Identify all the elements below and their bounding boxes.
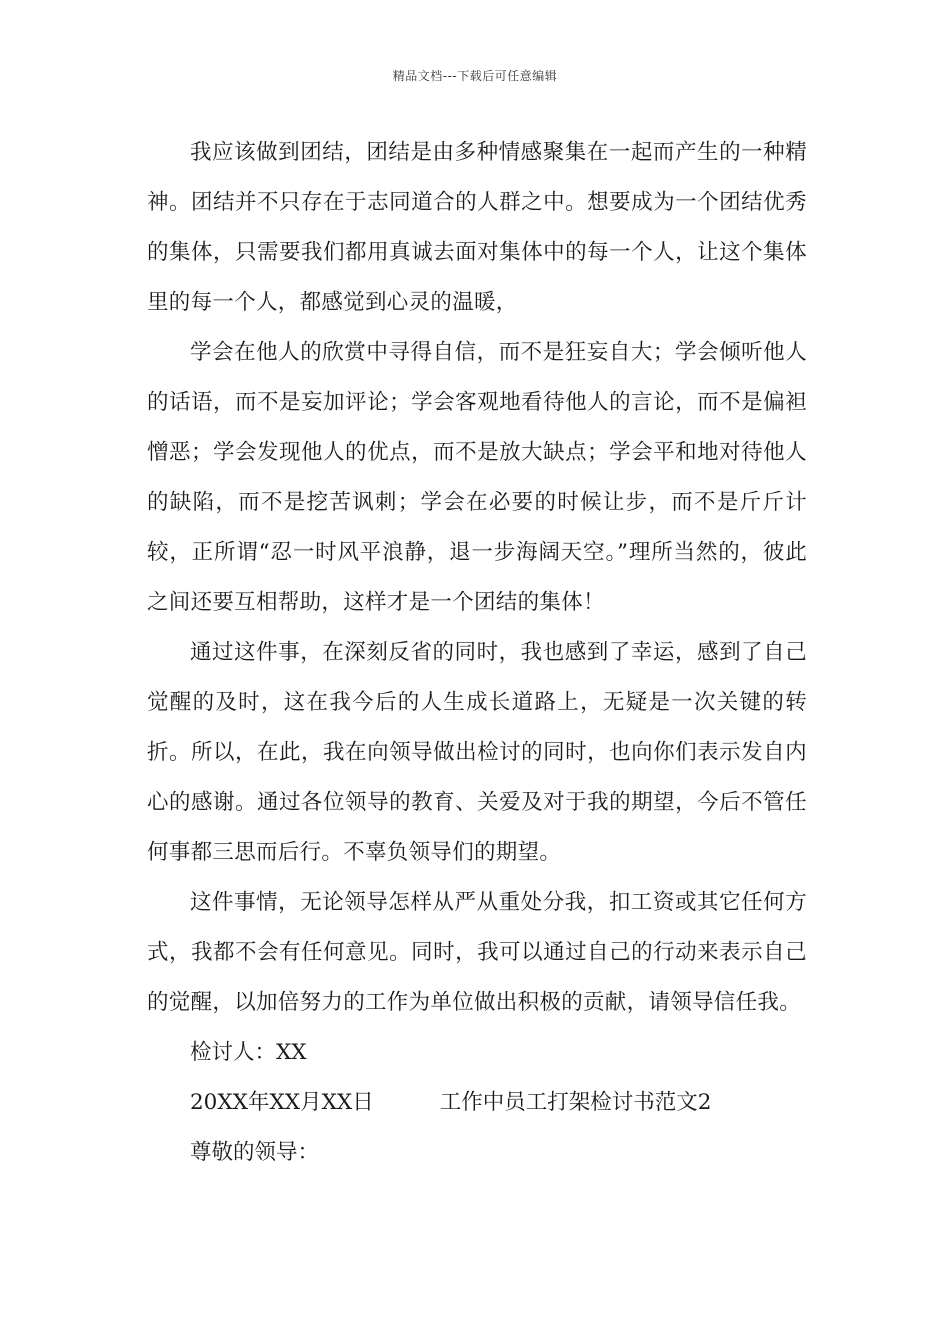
salutation-line: 尊敬的领导： bbox=[190, 1140, 320, 1165]
paragraph-unity: 我应该做到团结，团结是由多种情感聚集在一起而产生的一种精神。团结并不只存在于志同道合的人群之中。想要成为一个团结优秀的集体，只需要我们都用真诚去面对集体中的每一个人，让这个集体里的每一个人，都感觉到心灵的温暖， bbox=[147, 140, 807, 315]
paragraph-reflection: 通过这件事，在深刻反省的同时，我也感到了幸运，感到了自己觉醒的及时，这在我今后的人生成长道路上，无疑是一次关键的转折。所以，在此，我在向领导做出检讨的同时，也向你们表示发自内心的感谢。通过各位领导的教育、关爱及对于我的期望，今后不管任何事都三思而后行。不辜负领导们的期望。 bbox=[147, 640, 807, 865]
date-text: 20XX年XX月XX日 bbox=[190, 1090, 374, 1115]
page-header: 精品文档---下载后可任意编辑 bbox=[392, 69, 558, 83]
document-body bbox=[147, 128, 807, 1178]
paragraph-commitment: 这件事情，无论领导怎样从严从重处分我，扣工资或其它任何方式，我都不会有任何意见。同时，我可以通过自己的行动来表示自己的觉醒，以加倍努力的工作为单位做出积极的贡献，请领导信任我。 bbox=[147, 890, 807, 1015]
signature-line: 检讨人：XX bbox=[190, 1040, 307, 1065]
date-title-line bbox=[147, 1078, 807, 1128]
paragraph-learn: 学会在他人的欣赏中寻得自信，而不是狂妄自大；学会倾听他人的话语，而不是妄加评论；学会客观地看待他人的言论，而不是偏袒憎恶；学会发现他人的优点，而不是放大缺点；学会平和地对待他人的缺陷，而不是挖苦讽刺；学会在必要的时候让步，而不是斤斤计较，正所谓“忍一时风平浪静，退一步海阔天空。”理所当然的，彼此之间还要互相帮助，这样才是一个团结的集体！ bbox=[147, 340, 807, 615]
next-document-title: 工作中员工打架检讨书范文2 bbox=[439, 1090, 712, 1115]
